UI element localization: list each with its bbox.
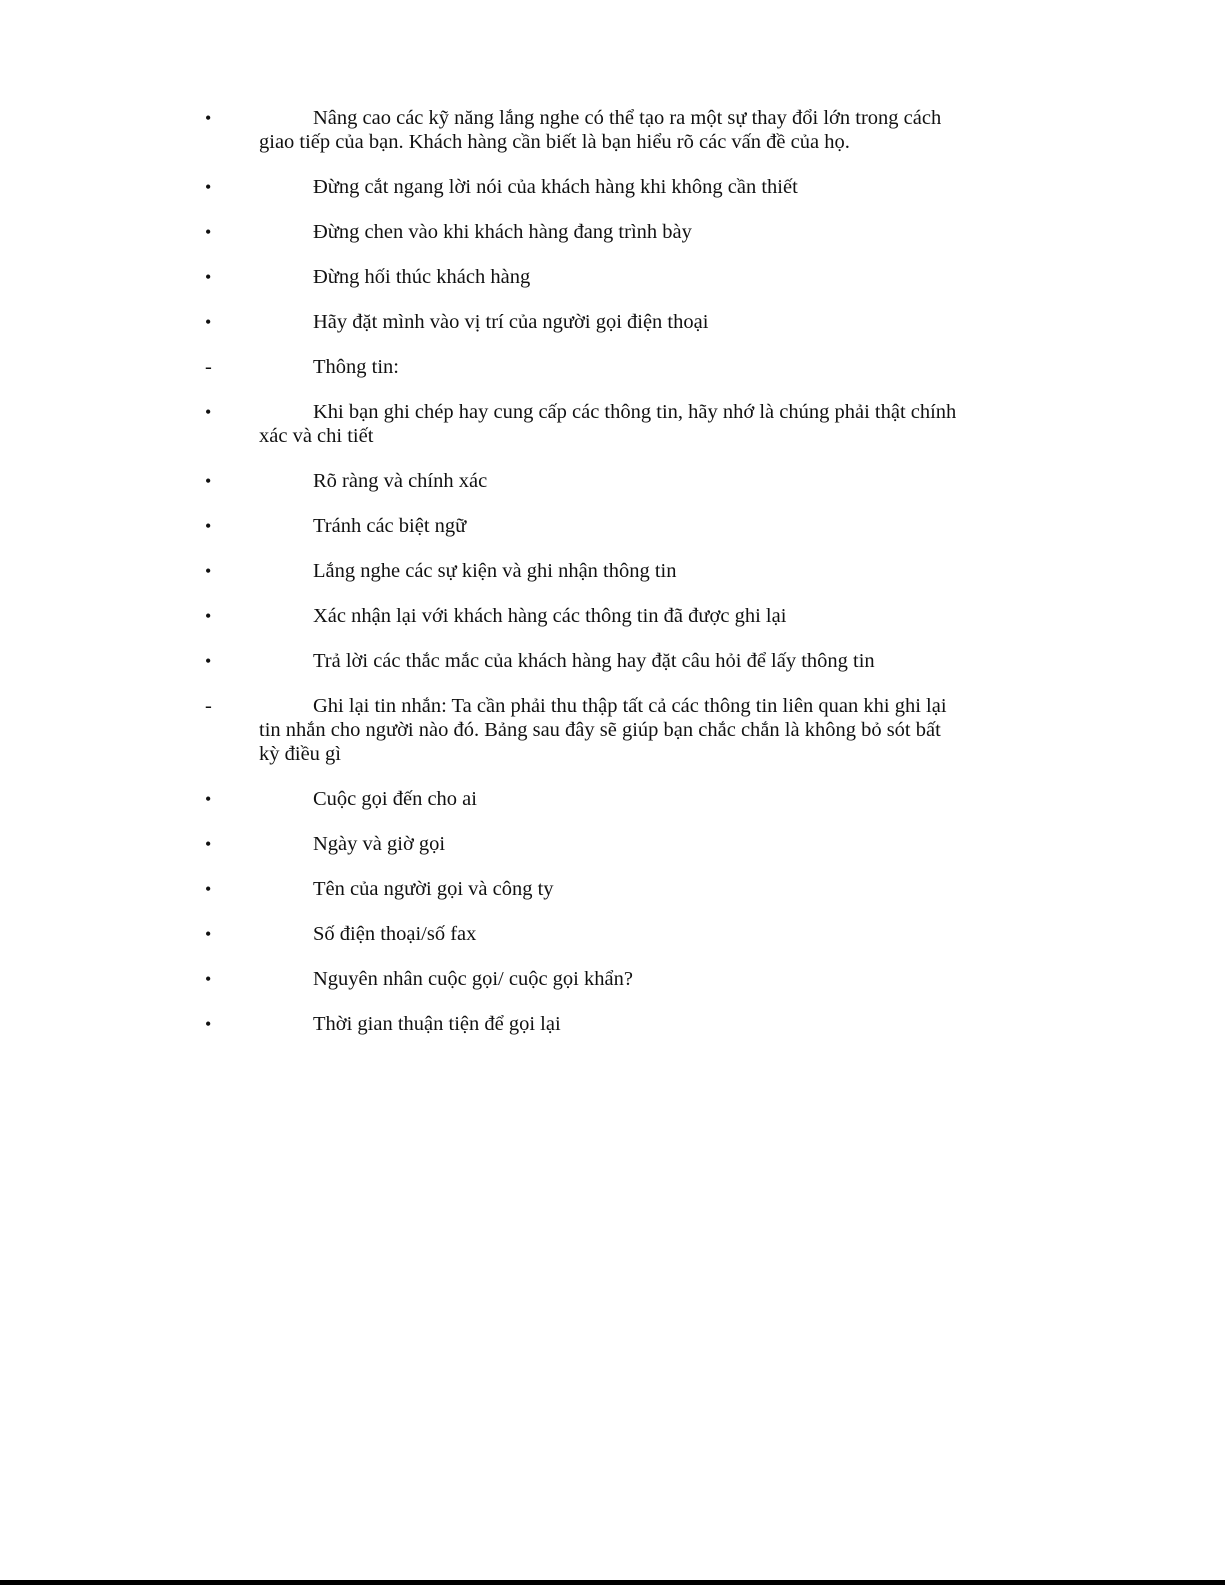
list-item-text: Số điện thoại/số fax: [313, 923, 477, 945]
list-item-text: Đừng chen vào khi khách hàng đang trình bày: [313, 221, 692, 243]
list-item: [205, 400, 959, 448]
list-item-text: Nâng cao các kỹ năng lắng nghe có thể tạo ra một sự thay đổi lớn trong cách giao tiếp của bạn. Khách hàng cần biết là bạn hiểu rõ các vấn đề của họ.: [259, 107, 942, 153]
list-item: [205, 967, 959, 991]
list-item-text: Đừng cắt ngang lời nói của khách hàng khi không cần thiết: [313, 176, 798, 198]
list-item: [205, 220, 959, 244]
page-bottom-border: [0, 1580, 1225, 1585]
list-marker: •: [205, 651, 212, 671]
list-item-text: Nguyên nhân cuộc gọi/ cuộc gọi khẩn?: [313, 968, 633, 990]
section-heading-text: Ghi lại tin nhắn: Ta cần phải thu thập tất cả các thông tin liên quan khi ghi lại tin nhắn cho người nào đó. Bảng sau đây sẽ giúp bạn chắc chắn là không bỏ sót bất kỳ điều gì: [259, 695, 947, 765]
list-item: [205, 514, 959, 538]
list-marker: •: [205, 561, 212, 581]
list-marker: •: [205, 834, 212, 854]
list-item: [205, 175, 959, 199]
list-marker: •: [205, 108, 212, 128]
list-marker: •: [205, 177, 212, 197]
list-item: [205, 604, 959, 628]
list-item: [205, 877, 959, 901]
list-marker: •: [205, 516, 212, 536]
list-item-text: Tránh các biệt ngữ: [313, 515, 467, 537]
list-marker: •: [205, 267, 212, 287]
list-item: [205, 310, 959, 334]
list-marker: •: [205, 789, 212, 809]
list-item-text: Hãy đặt mình vào vị trí của người gọi điện thoại: [313, 311, 709, 333]
list-item-text: Rõ ràng và chính xác: [313, 470, 488, 492]
list-marker: -: [205, 695, 212, 717]
list-item-text: Cuộc gọi đến cho ai: [313, 788, 477, 810]
list-item-text: Lắng nghe các sự kiện và ghi nhận thông tin: [313, 560, 677, 582]
list-marker: •: [205, 924, 212, 944]
list-marker: •: [205, 402, 212, 422]
list-marker: •: [205, 1014, 212, 1034]
section-heading-text: Thông tin:: [313, 356, 399, 378]
list-item: [205, 106, 959, 154]
list-item-text: Khi bạn ghi chép hay cung cấp các thông tin, hãy nhớ là chúng phải thật chính xác và chi tiết: [259, 401, 957, 447]
list-marker: •: [205, 222, 212, 242]
list-item: [205, 1012, 959, 1036]
section-heading: [205, 694, 959, 766]
section-heading: [205, 355, 959, 379]
list-item: [205, 469, 959, 493]
list-item: [205, 832, 959, 856]
list-marker: •: [205, 879, 212, 899]
list-item-text: Tên của người gọi và công ty: [313, 878, 554, 900]
list-item-text: Thời gian thuận tiện để gọi lại: [313, 1013, 561, 1035]
list-marker: -: [205, 356, 212, 378]
document-body: [205, 106, 959, 1057]
list-marker: •: [205, 606, 212, 626]
list-item-text: Trả lời các thắc mắc của khách hàng hay đặt câu hỏi để lấy thông tin: [313, 650, 875, 672]
list-item-text: Xác nhận lại với khách hàng các thông tin đã được ghi lại: [313, 605, 787, 627]
list-marker: •: [205, 969, 212, 989]
list-item: [205, 265, 959, 289]
list-item-text: Ngày và giờ gọi: [313, 833, 446, 855]
list-item: [205, 649, 959, 673]
list-item-text: Đừng hối thúc khách hàng: [313, 266, 531, 288]
list-item: [205, 559, 959, 583]
list-item: [205, 787, 959, 811]
list-marker: •: [205, 471, 212, 491]
list-marker: •: [205, 312, 212, 332]
list-item: [205, 922, 959, 946]
